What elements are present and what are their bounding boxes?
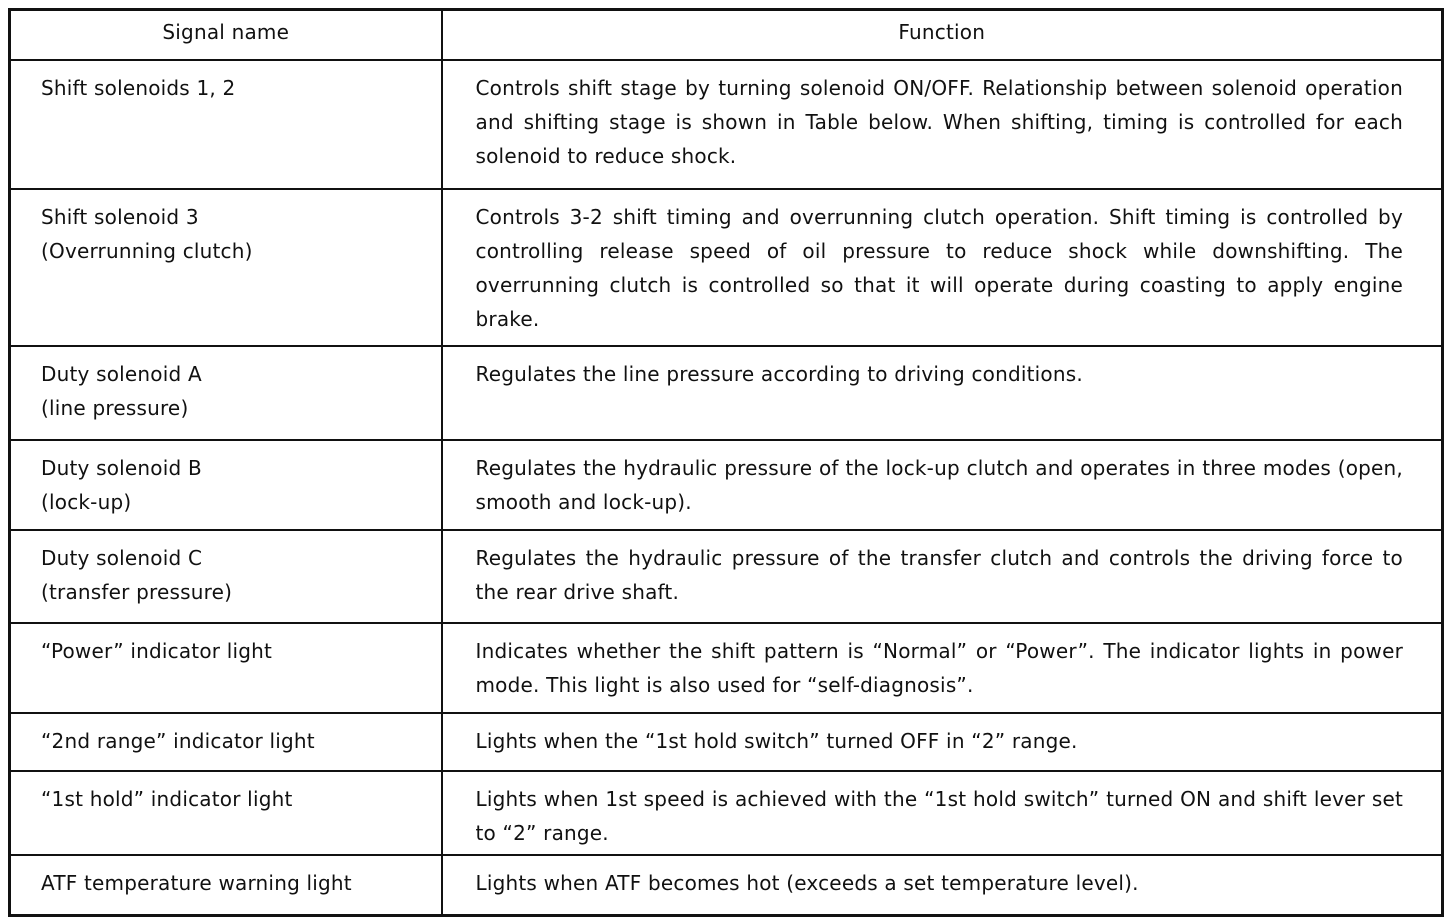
signal-name-cell: “Power” indicator light [10,623,442,713]
signal-name-cell: “2nd range” indicator light [10,713,442,771]
table-row [10,530,1443,623]
table-row [10,189,1443,346]
signal-name-cell: Duty solenoid C (transfer pressure) [10,530,442,623]
signal-function-table [8,8,1444,917]
signal-name-cell: ATF temperature warning light [10,855,442,916]
function-cell: Controls 3-2 shift timing and overrunning clutch operation. Shift timing is controlled by controlling release speed of oil pressure to reduce shock while downshifting. The overrunning clutch is controlled so that it will operate during coasting to apply engine brake. [442,189,1443,346]
table-header-row [10,10,1443,61]
function-cell: Indicates whether the shift pattern is “Normal” or “Power”. The indicator lights in power mode. This light is also used for “self-diagnosis”. [442,623,1443,713]
function-cell: Lights when 1st speed is achieved with the “1st hold switch” turned ON and shift lever set to “2” range. [442,771,1443,855]
function-cell: Controls shift stage by turning solenoid ON/OFF. Relationship between solenoid operation and shifting stage is shown in Table below. When shifting, timing is controlled for each solenoid to reduce shock. [442,60,1443,189]
table-row [10,713,1443,771]
function-cell: Regulates the hydraulic pressure of the transfer clutch and controls the driving force to the rear drive shaft. [442,530,1443,623]
table-row [10,771,1443,855]
table-row [10,346,1443,440]
table-row [10,623,1443,713]
table-row [10,440,1443,530]
signal-name-cell: Duty solenoid B (lock-up) [10,440,442,530]
function-cell: Regulates the hydraulic pressure of the lock-up clutch and operates in three modes (open, smooth and lock-up). [442,440,1443,530]
signal-name-cell: Shift solenoids 1, 2 [10,60,442,189]
table-row [10,60,1443,189]
column-header-signal-name: Signal name [10,10,442,61]
signal-name-cell: “1st hold” indicator light [10,771,442,855]
function-cell: Regulates the line pressure according to driving conditions. [442,346,1443,440]
function-cell: Lights when ATF becomes hot (exceeds a set temperature level). [442,855,1443,916]
column-header-function: Function [442,10,1443,61]
signal-name-cell: Duty solenoid A (line pressure) [10,346,442,440]
signal-name-cell: Shift solenoid 3 (Overrunning clutch) [10,189,442,346]
table-row [10,855,1443,916]
function-cell: Lights when the “1st hold switch” turned OFF in “2” range. [442,713,1443,771]
